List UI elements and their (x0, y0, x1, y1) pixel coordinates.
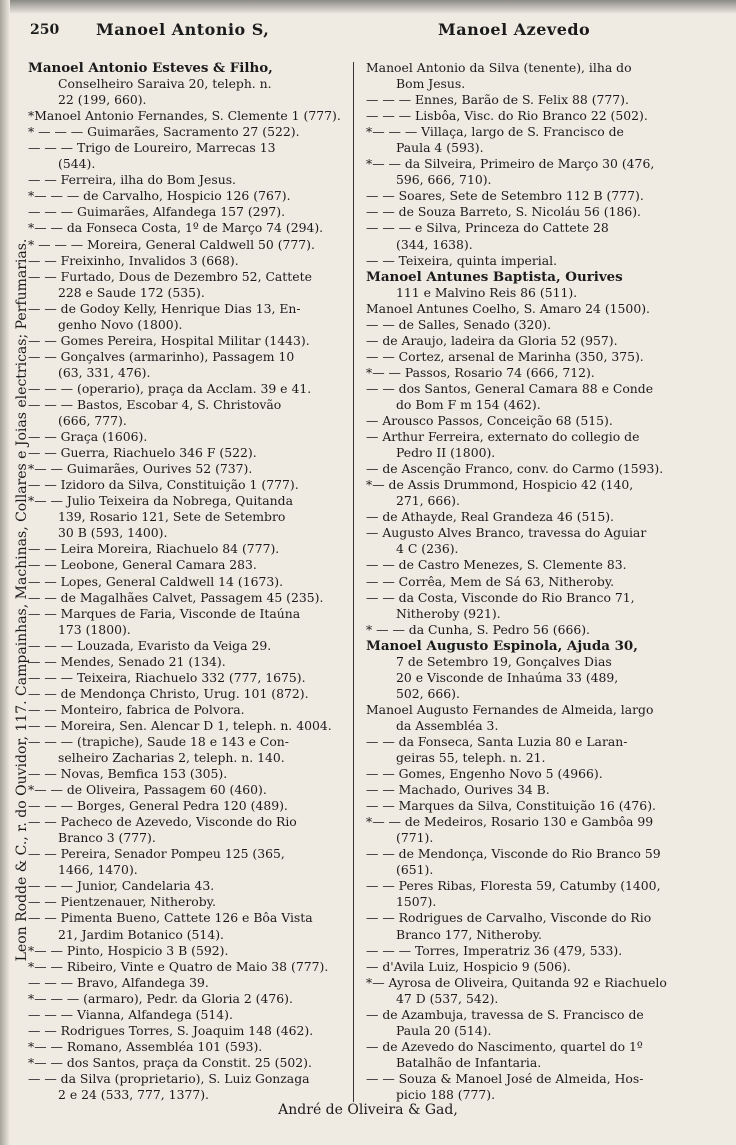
entry-line: — — de Mendonça, Visconde do Rio Branco 59 (366, 846, 661, 862)
entry-line: Manoel Antonio da Silva (tenente), ilha do (366, 60, 632, 75)
entry-line: — — — Louzada, Evaristo da Veiga 29. (28, 637, 272, 653)
directory-entry (28, 541, 353, 557)
entry-line: — — Cortez, arsenal de Marinha (350, 375). (366, 348, 644, 364)
directory-entry (366, 317, 718, 333)
entry-line: *— de Assis Drummond, Hospicio 42 (140, (366, 477, 634, 493)
directory-entry (28, 60, 353, 108)
entry-line: Manoel Augusto Espinola, Ajuda 30, (366, 637, 638, 654)
entry-continuation-line: da Assembléa 3. (396, 717, 499, 733)
directory-entry (28, 124, 353, 140)
directory-entry (366, 108, 718, 124)
entry-line: — — Gomes, Engenho Novo 5 (4966). (366, 766, 603, 782)
directory-entry (366, 1071, 718, 1103)
directory-entry (366, 975, 718, 1007)
entry-line: — — Pereira, Senador Pompeu 125 (365, (28, 846, 285, 862)
directory-entry (28, 590, 353, 606)
entry-continuation-line: Branco 3 (777). (58, 830, 156, 846)
directory-entry (28, 1055, 353, 1071)
entry-line: — — de Castro Menezes, S. Clemente 83. (366, 557, 627, 573)
entry-line: *— Ayrosa de Oliveira, Quitanda 92 e Riachuelo (366, 974, 667, 990)
entry-continuation-line: Bom Jesus. (396, 76, 466, 92)
header-right-keyword: Manoel Azevedo (438, 20, 591, 39)
entry-line: — — Marques da Silva, Constituição 16 (476). (366, 798, 656, 814)
directory-entry (366, 156, 718, 188)
directory-entry (366, 509, 718, 525)
entry-line: — — — Lisbôa, Visc. do Rio Branco 22 (502). (366, 108, 648, 124)
entry-line: — — Moreira, Sen. Alencar D 1, teleph. n. 4004. (28, 717, 332, 733)
directory-entry (366, 204, 718, 220)
directory-entry (28, 702, 353, 718)
entry-continuation-line: do Bom F m 154 (462). (396, 396, 541, 412)
entry-line: *— — Pinto, Hospicio 3 B (592). (28, 942, 229, 958)
entry-line: *— — de Oliveira, Passagem 60 (460). (28, 782, 267, 798)
entry-line: — — Gomes Pereira, Hospital Militar (1443). (28, 332, 310, 348)
entry-continuation-line: Batalhão de Infantaria. (396, 1054, 542, 1070)
entry-line: — — Machado, Ourives 34 B. (366, 782, 550, 798)
entry-continuation-line: 21, Jardim Botanico (514). (58, 926, 224, 942)
directory-entry (366, 878, 718, 910)
directory-entry (28, 204, 353, 220)
directory-entry (366, 702, 718, 734)
directory-entry (28, 943, 353, 959)
entry-line: *— — da Fonseca Costa, 1º de Março 74 (294). (28, 220, 324, 236)
directory-entry (366, 413, 718, 429)
entry-continuation-line: selheiro Zacharias 2, teleph. n. 140. (58, 750, 285, 766)
directory-entry (366, 349, 718, 365)
directory-entry (28, 718, 353, 734)
directory-entry (366, 253, 718, 269)
directory-entry (366, 959, 718, 975)
entry-continuation-line: 7 de Setembro 19, Gonçalves Dias (396, 653, 612, 669)
directory-entry (366, 638, 718, 702)
entry-line: *— — — (armaro), Pedr. da Gloria 2 (476). (28, 990, 293, 1006)
entry-line: * — — da Cunha, S. Pedro 56 (666). (366, 621, 590, 637)
header-left-keyword: Manoel Antonio S, (96, 20, 270, 39)
directory-entry (28, 975, 353, 991)
entry-line: — — — Ennes, Barão de S. Felix 88 (777). (366, 92, 629, 108)
entry-line: — — da Costa, Visconde do Rio Branco 71, (366, 589, 635, 605)
entry-line: — de Azevedo do Nascimento, quartel do 1º (366, 1038, 643, 1054)
entry-line: — — Ferreira, ilha do Bom Jesus. (28, 172, 236, 188)
entry-line: — — Marques de Faria, Visconde de Itaúna (28, 605, 301, 621)
entry-line: — — Pacheco de Azevedo, Visconde do Rio (28, 814, 297, 830)
entry-line: — — — Torres, Imperatriz 36 (479, 533). (366, 942, 623, 958)
entry-line: — de Ascenção Franco, conv. do Carmo (1593). (366, 461, 664, 477)
entry-line: — — Leobone, General Camara 283. (28, 557, 257, 573)
directory-entry (366, 1039, 718, 1071)
directory-entry (366, 124, 718, 156)
directory-entry (28, 1023, 353, 1039)
directory-entry (28, 1039, 353, 1055)
directory-entry (366, 766, 718, 782)
entry-line: — — de Mendonça Christo, Urug. 101 (872). (28, 685, 309, 701)
directory-entry (366, 846, 718, 878)
entry-line: — — — e Silva, Princeza do Cattete 28 (366, 220, 609, 236)
entry-line: * — — — Guimarães, Sacramento 27 (522). (28, 124, 300, 140)
directory-entry (28, 493, 353, 541)
directory-entry (366, 477, 718, 509)
entry-continuation-line: (344, 1638). (396, 236, 473, 252)
directory-entry (28, 798, 353, 814)
directory-entry (28, 959, 353, 975)
entry-continuation-line: (651). (396, 862, 434, 878)
directory-entry (28, 461, 353, 477)
entry-line: — — — Borges, General Pedra 120 (489). (28, 798, 288, 814)
entry-line: *— — Guimarães, Ourives 52 (737). (28, 461, 253, 477)
directory-entry (366, 188, 718, 204)
directory-entry (28, 574, 353, 590)
directory-entry (366, 461, 718, 477)
directory-entry (366, 574, 718, 590)
entry-line: — — — Bastos, Escobar 4, S. Christovão (28, 396, 282, 412)
entry-line: — — — (trapiche), Saude 18 e 143 e Con- (28, 733, 289, 749)
entry-line: — — da Fonseca, Santa Luzia 80 e Laran- (366, 733, 628, 749)
directory-entry (366, 60, 718, 92)
entry-continuation-line: 20 e Visconde de Inhaúma 33 (489, (396, 669, 619, 685)
directory-entry (28, 253, 353, 269)
left-column (28, 60, 353, 1103)
page-number: 250 (30, 22, 60, 38)
entry-line: — de Azambuja, travessa de S. Francisco de (366, 1006, 644, 1022)
directory-entry (366, 301, 718, 317)
directory-entry (366, 622, 718, 638)
entry-line: — Augusto Alves Branco, travessa do Aguiar (366, 525, 647, 541)
entry-line: — — Lopes, General Caldwell 14 (1673). (28, 573, 284, 589)
directory-entry (366, 1007, 718, 1039)
entry-line: — Arthur Ferreira, externato do collegio de (366, 429, 640, 445)
entry-line: — — Monteiro, fabrica de Polvora. (28, 701, 245, 717)
entry-line: — — Graça (1606). (28, 429, 148, 445)
directory-entry (28, 429, 353, 445)
directory-entry (28, 108, 353, 124)
entry-continuation-line: 47 D (537, 542). (396, 990, 499, 1006)
directory-entry (28, 846, 353, 878)
entry-line: *— — dos Santos, praça da Constit. 25 (502). (28, 1054, 312, 1070)
entry-line: — — — Guimarães, Alfandega 157 (297). (28, 204, 286, 220)
entry-line: — — — Bravo, Alfandega 39. (28, 974, 209, 990)
entry-continuation-line: (544). (58, 156, 96, 172)
directory-entry (28, 686, 353, 702)
entry-line: * — — — Moreira, General Caldwell 50 (777). (28, 236, 315, 252)
directory-entry (28, 188, 353, 204)
entry-line: *— — — de Carvalho, Hospicio 126 (767). (28, 188, 291, 204)
entry-line: — — — Vianna, Alfandega (514). (28, 1006, 233, 1022)
entry-continuation-line: Paula 4 (593). (396, 140, 484, 156)
directory-entry (28, 140, 353, 172)
entry-line: Manoel Antonio Esteves & Filho, (28, 60, 273, 76)
directory-entry (366, 365, 718, 381)
entry-line: — — Izidoro da Silva, Constituição 1 (777). (28, 477, 299, 493)
entry-continuation-line: 30 B (593, 1400). (58, 525, 168, 541)
directory-entry (28, 445, 353, 461)
directory-entry (28, 638, 353, 654)
directory-entry (366, 814, 718, 846)
entry-continuation-line: 22 (199, 660). (58, 92, 147, 108)
entry-continuation-line: Paula 20 (514). (396, 1022, 492, 1038)
entry-line: — de Araujo, ladeira da Gloria 52 (957). (366, 332, 618, 348)
entry-continuation-line: genho Novo (1800). (58, 316, 183, 332)
entry-line: — — de Godoy Kelly, Henrique Dias 13, En- (28, 300, 301, 316)
entry-line: *— — Ribeiro, Vinte e Quatro de Maio 38 (777). (28, 958, 329, 974)
entry-line: — — de Salles, Senado (320). (366, 316, 552, 332)
entry-continuation-line: 173 (1800). (58, 621, 131, 637)
column-divider (353, 62, 354, 1102)
directory-entry (28, 894, 353, 910)
entry-line: — — — Trigo de Loureiro, Marrecas 13 (28, 140, 276, 156)
directory-entry (28, 381, 353, 397)
entry-line: — — Peres Ribas, Floresta 59, Catumby (1400, (366, 878, 661, 894)
directory-entry (28, 397, 353, 429)
entry-continuation-line: (63, 331, 476). (58, 364, 151, 380)
directory-entry (28, 220, 353, 236)
entry-line: — — Leira Moreira, Riachuelo 84 (777). (28, 541, 280, 557)
entry-line: — — Mendes, Senado 21 (134). (28, 653, 226, 669)
entry-line: *Manoel Antonio Fernandes, S. Clemente 1 (777). (28, 108, 341, 124)
entry-line: *— — Romano, Assembléa 101 (593). (28, 1038, 263, 1054)
directory-entry (28, 477, 353, 493)
directory-entry (28, 878, 353, 894)
entry-line: — — Rodrigues Torres, S. Joaquim 148 (462). (28, 1022, 314, 1038)
entry-continuation-line: 2 e 24 (533, 777, 1377). (58, 1087, 209, 1102)
entry-continuation-line: Conselheiro Saraiva 20, teleph. n. (58, 76, 272, 92)
entry-line: *— — da Silveira, Primeiro de Março 30 (476, (366, 156, 655, 172)
entry-continuation-line: Pedro II (1800). (396, 445, 496, 461)
directory-entry (366, 220, 718, 252)
entry-line: — — Guerra, Riachuelo 346 F (522). (28, 445, 257, 461)
directory-entry (366, 92, 718, 108)
entry-line: — — — (operario), praça da Acclam. 39 e 41. (28, 380, 312, 396)
entry-line: — — Pientzenauer, Nitheroby. (28, 894, 216, 910)
entry-line: — — Freixinho, Invalidos 3 (668). (28, 252, 239, 268)
footer-advertisement: André de Oliveira & Gad, (278, 1102, 458, 1118)
directory-entry (366, 943, 718, 959)
directory-entry (366, 798, 718, 814)
directory-entry (28, 349, 353, 381)
page-top-edge (0, 0, 736, 14)
entry-line: — — — Junior, Candelaria 43. (28, 878, 215, 894)
directory-entry (366, 782, 718, 798)
entry-line: — — de Souza Barreto, S. Nicoláu 56 (186). (366, 204, 641, 220)
entry-continuation-line: picio 188 (777). (396, 1087, 496, 1102)
entry-continuation-line: geiras 55, teleph. n. 21. (396, 750, 546, 766)
entry-line: — — Gonçalves (armarinho), Passagem 10 (28, 348, 295, 364)
directory-entry (28, 910, 353, 942)
entry-line: Manoel Antunes Baptista, Ourives (366, 268, 623, 285)
entry-line: Manoel Augusto Fernandes de Almeida, largo (366, 701, 654, 717)
directory-entry (366, 910, 718, 942)
entry-line: — — da Silva (proprietario), S. Luiz Gonzaga (28, 1070, 310, 1086)
entry-line: — — Novas, Bemfica 153 (305). (28, 766, 228, 782)
directory-entry (28, 172, 353, 188)
directory-entry (28, 557, 353, 573)
directory-entry (28, 269, 353, 301)
entry-line: — d'Avila Luiz, Hospicio 9 (506). (366, 958, 571, 974)
directory-entry (366, 269, 718, 301)
entry-line: — — Rodrigues de Carvalho, Visconde do Rio (366, 910, 652, 926)
entry-continuation-line: Branco 177, Nitheroby. (396, 926, 542, 942)
entry-continuation-line: 596, 666, 710). (396, 172, 492, 188)
directory-entry (28, 734, 353, 766)
directory-entry (28, 654, 353, 670)
running-header (0, 14, 736, 48)
entry-line: — — — Teixeira, Riachuelo 332 (777, 1675). (28, 669, 306, 685)
entry-continuation-line: 271, 666). (396, 493, 460, 509)
directory-entry (28, 333, 353, 349)
side-advertisement-text: Leon Rodde & C., r. do Ouvidor, 117. Campainhas, Machinas, Collares e Joias electricas; Perfumarias. (14, 238, 30, 962)
entry-continuation-line: 1466, 1470). (58, 862, 138, 878)
entry-continuation-line: 111 e Malvino Reis 86 (511). (396, 284, 578, 300)
directory-entry (366, 429, 718, 461)
entry-line: — — Corrêa, Mem de Sá 63, Nitheroby. (366, 573, 615, 589)
directory-entry (366, 333, 718, 349)
entry-line: Manoel Antunes Coelho, S. Amaro 24 (1500). (366, 300, 650, 316)
entry-continuation-line: (771). (396, 830, 434, 846)
entry-line: — — Teixeira, quinta imperial. (366, 252, 558, 268)
directory-entry (28, 991, 353, 1007)
directory-entry (28, 670, 353, 686)
entry-continuation-line: 139, Rosario 121, Sete de Setembro (58, 509, 286, 525)
entry-continuation-line: 502, 666). (396, 685, 460, 701)
entry-continuation-line: 1507). (396, 894, 437, 910)
directory-entry (28, 606, 353, 638)
entry-line: *— — Julio Teixeira da Nobrega, Quitanda (28, 493, 293, 509)
directory-entry (28, 814, 353, 846)
entry-line: — Arousco Passos, Conceição 68 (515). (366, 413, 613, 429)
entry-continuation-line: (666, 777). (58, 413, 127, 429)
entry-line: *— — Passos, Rosario 74 (666, 712). (366, 364, 595, 380)
entry-line: — — Soares, Sete de Setembro 112 B (777). (366, 188, 644, 204)
directory-entry (366, 590, 718, 622)
entry-line: — — Furtado, Dous de Dezembro 52, Cattete (28, 268, 312, 284)
entry-line: — — dos Santos, General Camara 88 e Conde (366, 380, 654, 396)
entry-continuation-line: Nitheroby (921). (396, 605, 501, 621)
directory-entry (28, 1007, 353, 1023)
directory-entry (28, 766, 353, 782)
entry-line: — de Athayde, Real Grandeza 46 (515). (366, 509, 614, 525)
directory-entry (28, 237, 353, 253)
entry-line: *— — — Villaça, largo de S. Francisco de (366, 124, 624, 140)
directory-entry (28, 1071, 353, 1103)
directory-entry (366, 557, 718, 573)
directory-entry (366, 734, 718, 766)
directory-entry (28, 301, 353, 333)
directory-entry (366, 381, 718, 413)
right-column (366, 60, 718, 1103)
entry-line: — — de Magalhães Calvet, Passagem 45 (235). (28, 589, 324, 605)
directory-entry (28, 782, 353, 798)
directory-entry (366, 525, 718, 557)
entry-continuation-line: 4 C (236). (396, 541, 459, 557)
entry-line: *— — de Medeiros, Rosario 130 e Gambôa 99 (366, 814, 654, 830)
entry-continuation-line: 228 e Saude 172 (535). (58, 284, 205, 300)
entry-line: — — Souza & Manoel José de Almeida, Hos- (366, 1070, 644, 1086)
entry-line: — — Pimenta Bueno, Cattete 126 e Bôa Vista (28, 910, 313, 926)
